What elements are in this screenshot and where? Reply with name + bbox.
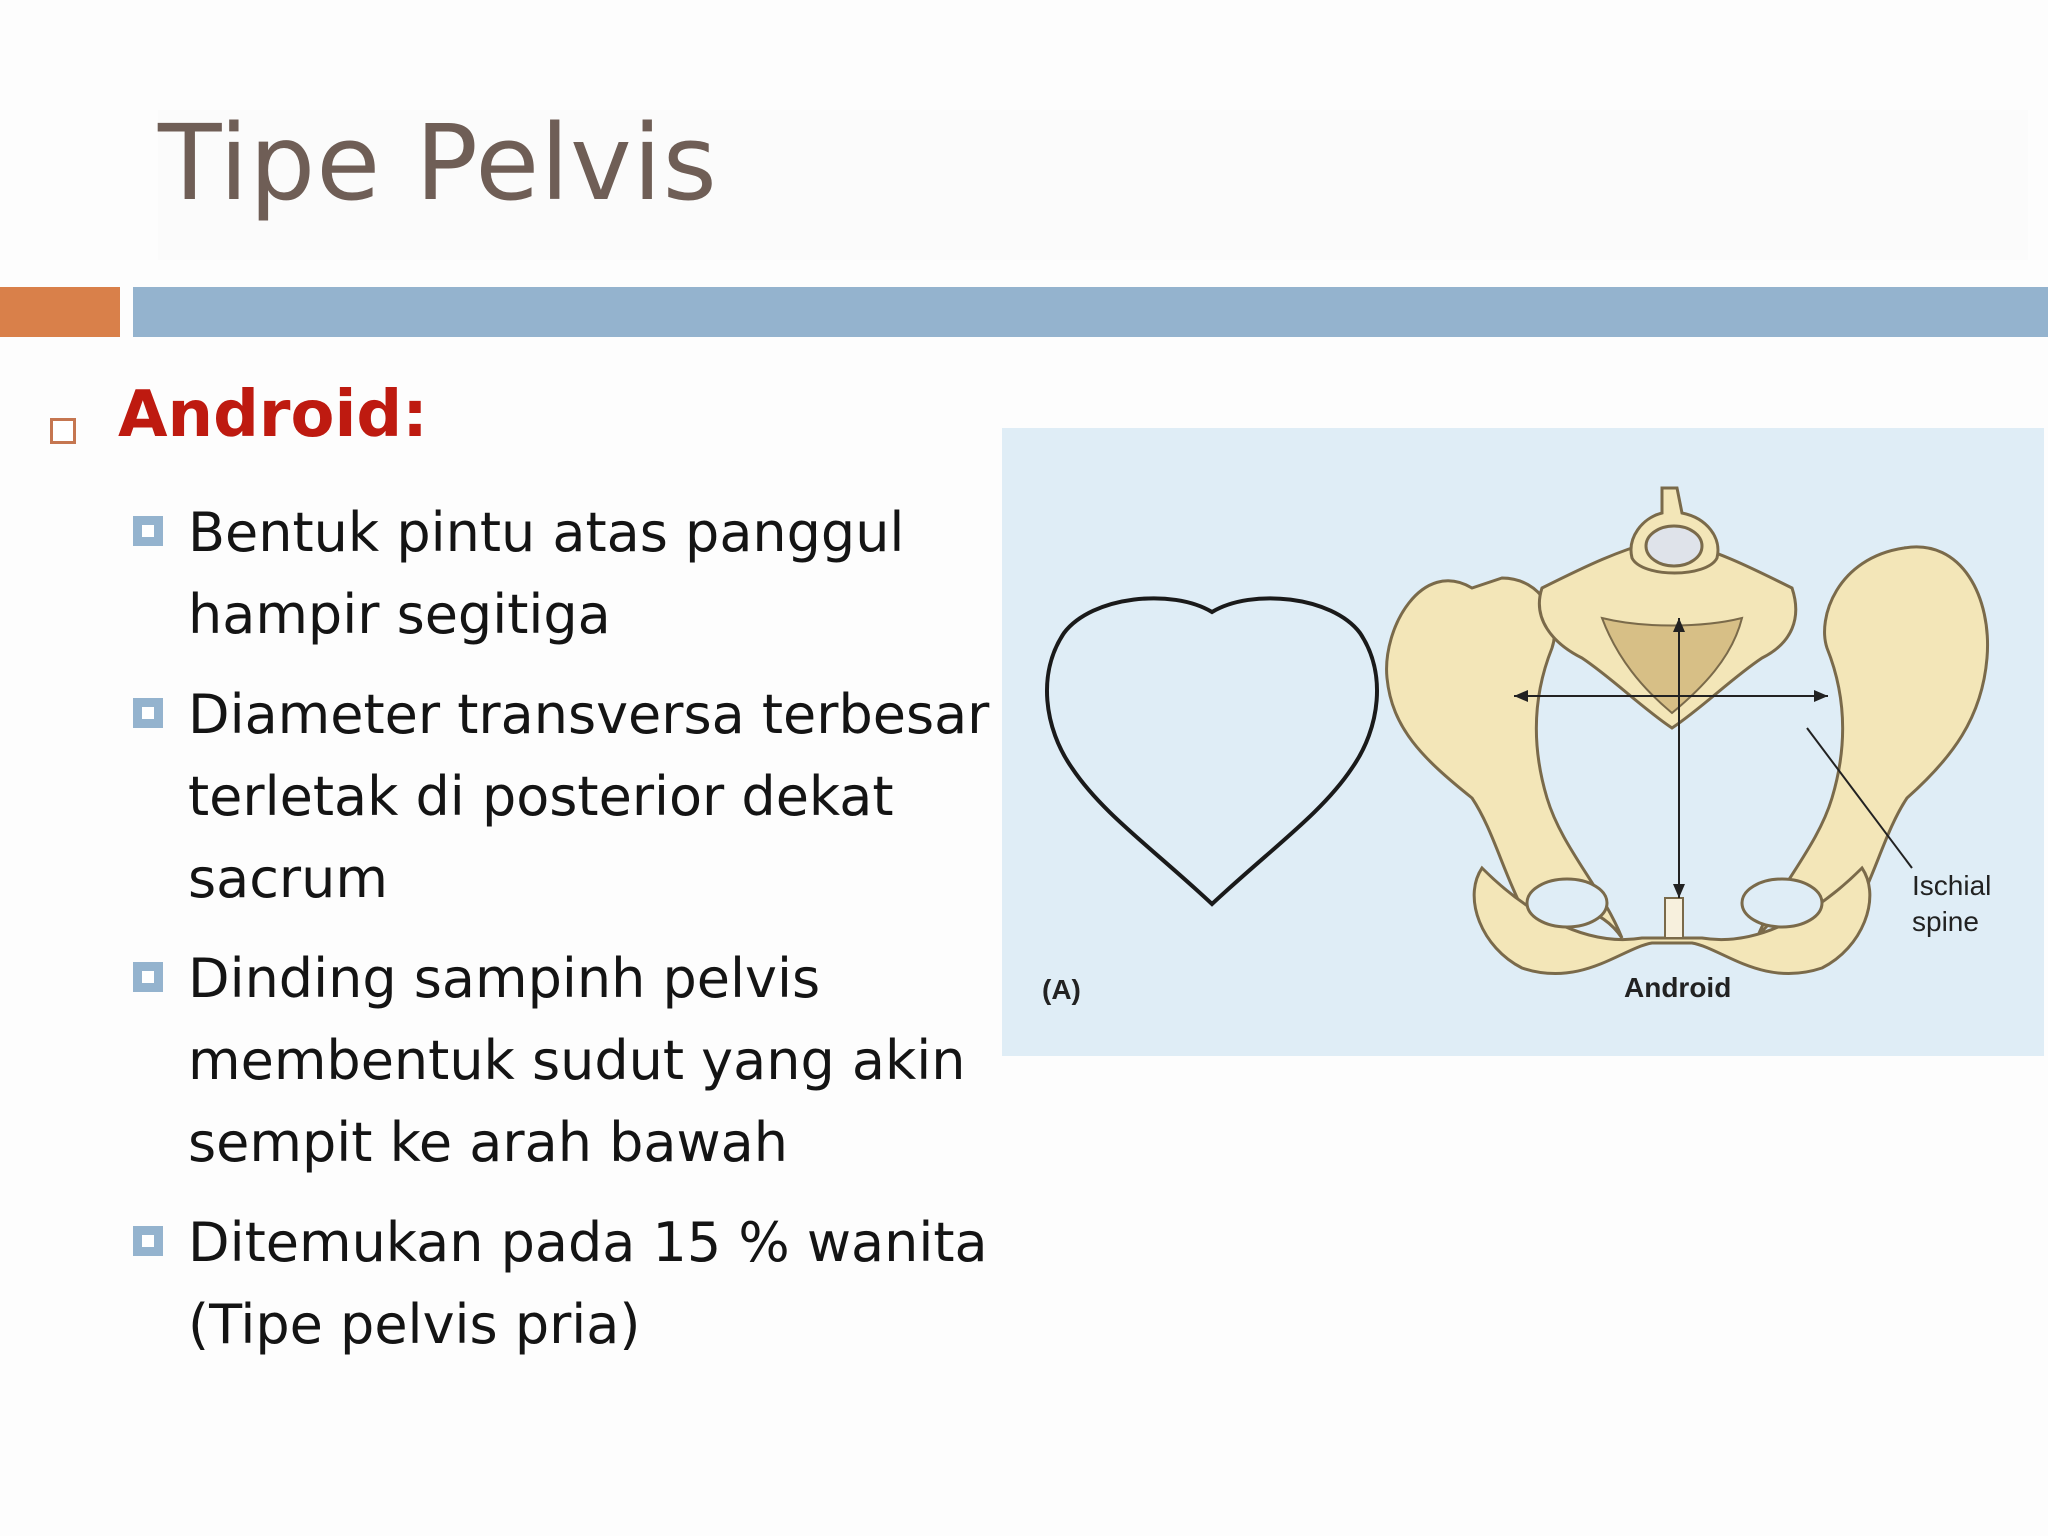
square-bullet-icon (133, 962, 163, 992)
bullet-text: Dinding sampinh pelvis membentuk sudut yang akin sempit ke arah bawah (188, 947, 966, 1174)
accent-bar-blue (133, 287, 2048, 337)
bullet-list (130, 492, 1030, 1384)
list-item (130, 1202, 1030, 1366)
inlet-shape-outline (1047, 598, 1377, 904)
square-bullet-icon (50, 418, 76, 444)
bullet-text: Ditemukan pada 15 % wanita (Tipe pelvis pria) (188, 1211, 988, 1356)
slide-title: Tipe Pelvis (158, 102, 718, 224)
arrowhead-right (1814, 690, 1828, 702)
pubic-symphysis (1665, 898, 1683, 938)
arrowhead-down (1673, 884, 1685, 898)
pelvis-illustration (1002, 428, 2044, 1056)
square-bullet-icon (133, 516, 163, 546)
square-bullet-icon (133, 1226, 163, 1256)
list-item (130, 938, 1030, 1184)
square-bullet-icon (133, 698, 163, 728)
bullet-text: Diameter transversa terbesar terletak di posterior dekat sacrum (188, 683, 990, 910)
accent-bar-orange (0, 287, 120, 337)
right-obturator-foramen (1742, 879, 1822, 927)
list-item (130, 492, 1030, 656)
figure-caption: Android (1624, 972, 1732, 1003)
left-obturator-foramen (1527, 879, 1607, 927)
bullet-text: Bentuk pintu atas panggul hampir segitiga (188, 501, 905, 646)
list-item (130, 674, 1030, 920)
ischial-spine-label: Ischial spine (1912, 870, 1992, 937)
vertebral-foramen (1646, 526, 1702, 566)
pelvis-figure (1002, 428, 2044, 1056)
panel-label: (A) (1042, 974, 1081, 1005)
section-heading: Android: (118, 378, 428, 452)
